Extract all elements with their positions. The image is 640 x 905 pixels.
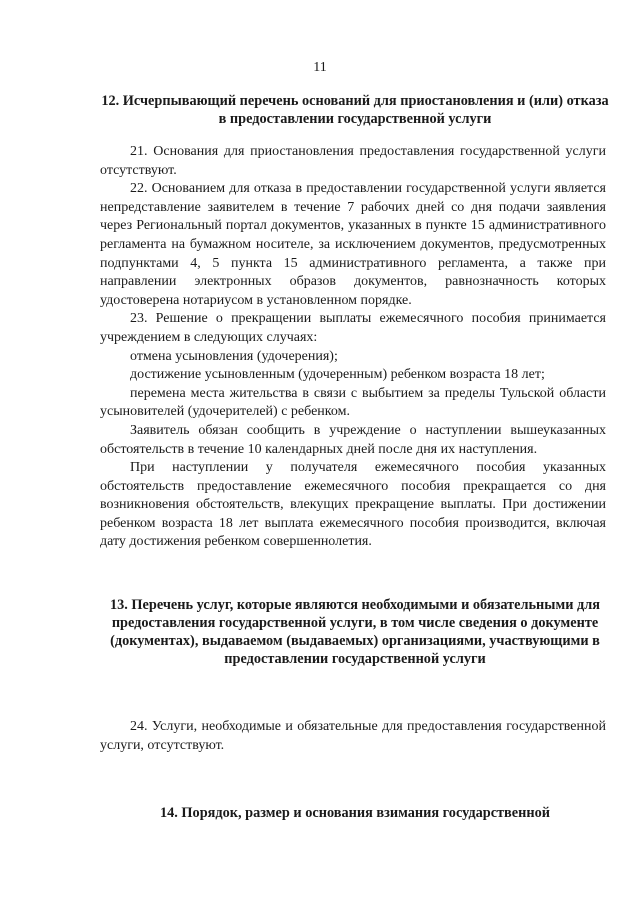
list-item-age-18: достижение усыновленным (удочеренным) ребенком возраста 18 лет; [130,367,545,383]
paragraph-21: 21. Основания для приостановления предоставления государственной услуги отсутствуют. [100,144,606,178]
paragraph-applicant-duty: Заявитель обязан сообщить в учреждение о наступлении вышеуказанных обстоятельств в течение 10 календарных дней после дня их наступления. [100,422,606,457]
section-12-body [100,143,606,552]
paragraph-termination: При наступлении у получателя ежемесячного пособия указанных обстоятельств предоставление ежемесячного пособия прекращается со дня возникновения обстоятельств, влекущих прекращение выплаты. При достижении ребенком возраста 18 лет выплата ежемесячного пособия производится, включая дату достижения ребенком совершеннолетия. [100,460,606,550]
section-13-heading: 13. Перечень услуг, которые являются необходимыми и обязательными для предоставления государственной услуги, в том числе сведения о документе (документах), выдаваемом (выдаваемых) организациями, участвующими в предоставлении государственной услуги [109,597,601,667]
paragraph-23: 23. Решение о прекращении выплаты ежемесячного пособия принимается учреждением в следующих случаях: [100,311,606,345]
paragraph-24: 24. Услуги, необходимые и обязательные для предоставления государственной услуги, отсутствуют. [100,719,606,753]
page-number: 11 [313,60,327,75]
list-item-adoption-cancel: отмена усыновления (удочерения); [130,348,338,364]
section-13-body [100,718,606,755]
list-item-relocation: перемена места жительства в связи с выбытием за пределы Тульской области усыновителей (удочерителей) с ребенком. [100,385,606,420]
section-12-heading: 12. Исчерпывающий перечень оснований для приостановления и (или) отказа в предоставлении государственной услуги [101,93,609,127]
section-14-heading: 14. Порядок, размер и основания взимания государственной [159,805,550,821]
paragraph-22: 22. Основанием для отказа в предоставлении государственной услуги является непредставление заявителем в течение 7 рабочих дней со дня подачи заявления через Региональный портал документов, указанных в пункте 15 административного регламента на бумажном носителе, за исключением документов, предусмотренных подпунктами 4, 5 пункта 15 административного регламента, а также при направлении электронных образов документов, равнозначность которых удостоверена нотариусом в установленном порядке. [100,181,606,308]
